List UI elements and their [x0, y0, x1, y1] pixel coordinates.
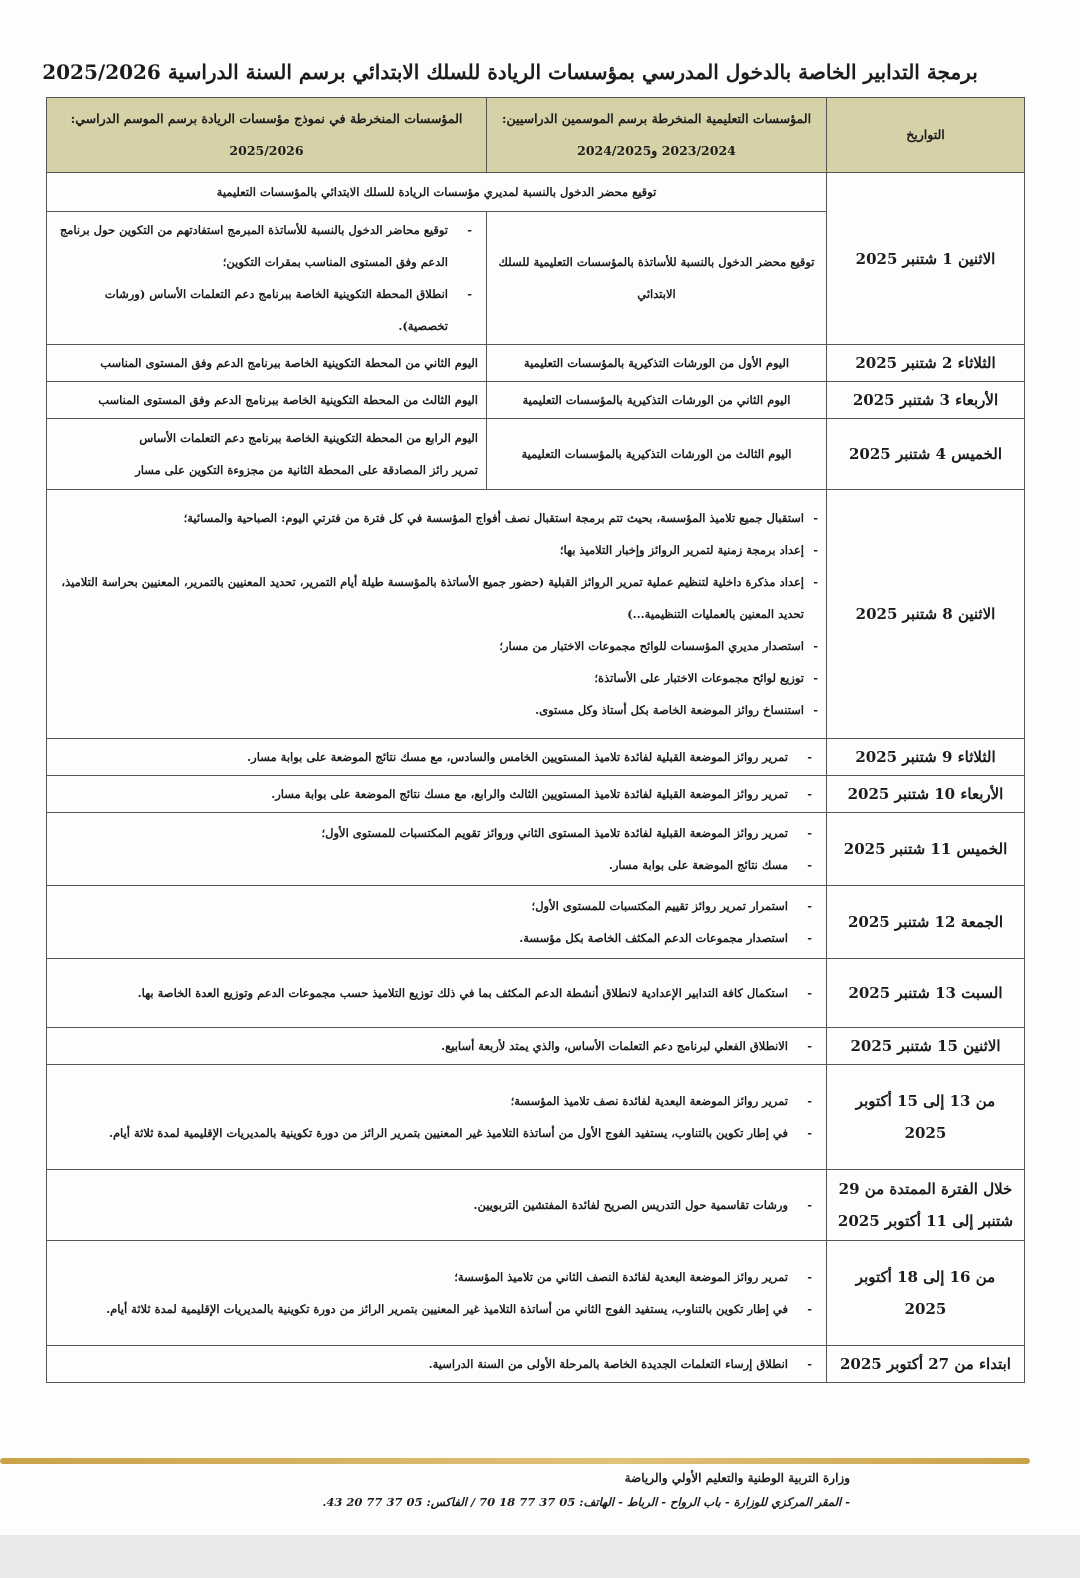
list-item: - توقيع محاضر الدخول بالنسبة للأساتذة المبرمج استفادتهم من التكوين حول برنامج الدعم وفق المستوى المناسب بمقرات التكوين؛ [55, 214, 478, 278]
list-item: - إعداد برمجة زمنية لتمرير الروائز وإخبار التلاميذ بها؛ [55, 534, 818, 566]
header-col3: المؤسسات المنخرطة في نموذج مؤسسات الريادة برسم الموسم الدراسي: 2025/2026 [47, 98, 487, 173]
list-item: - الانطلاق الفعلي لبرنامج دعم التعلمات الأساس، والذي يمتد لأربعة أسابيع. [55, 1030, 818, 1062]
date-cell: الجمعة 12 شتنبر 2025 [827, 886, 1025, 959]
table-row [47, 1028, 1025, 1065]
date-cell: الاثنين 15 شتنبر 2025 [827, 1028, 1025, 1065]
list-item: - تمرير روائز الموضعة البعدية لفائدة النصف الثاني من تلاميذ المؤسسة؛ [55, 1261, 818, 1293]
mid-cell: اليوم الثاني من الورشات التذكيرية بالمؤسسات التعليمية [487, 382, 827, 419]
list-item: - استقبال جميع تلاميذ المؤسسة، بحيث تتم برمجة استقبال نصف أفواج المؤسسة في كل فترة من فترتي اليوم: الصباحية والمسائية؛ [55, 502, 818, 534]
list-item: - تمرير روائز الموضعة البعدية لفائدة نصف تلاميذ المؤسسة؛ [55, 1085, 818, 1117]
table-row [47, 1065, 1025, 1170]
footer [322, 1466, 850, 1514]
table-row [47, 813, 1025, 886]
schedule-table [46, 97, 1025, 1383]
list-item: - استمرار تمرير روائز تقييم المكتسبات للمستوى الأول؛ [55, 890, 818, 922]
list-item: - مسك نتائج الموضعة على بوابة مسار. [55, 849, 818, 881]
list-item: - انطلاق المحطة التكوينية الخاصة ببرنامج دعم التعلمات الأساس (ورشات تخصصية). [55, 278, 478, 342]
wide-cell [47, 886, 827, 959]
date-cell: الأربعاء 3 شتنبر 2025 [827, 382, 1025, 419]
table-row [47, 739, 1025, 776]
document-title: برمجة التدابير الخاصة بالدخول المدرسي بمؤسسات الريادة للسلك الابتدائي برسم السنة الدراسية 2025/2026 [42, 60, 978, 84]
list-item: - استصدار مجموعات الدعم المكثف الخاصة بكل مؤسسة. [55, 922, 818, 954]
list-item: - إعداد مذكرة داخلية لتنظيم عملية تمرير الروائز القبلية (حضور جميع الأساتذة بالمؤسسة طيلة أيام التمرير، تحديد المعنيين بالتمرير، المعنيين بحراسة التلاميذ، تحديد المعنين بالعمليات التنظيمية...) [55, 566, 818, 630]
ministry-name: وزارة التربية الوطنية والتعليم الأولي والرياضة [624, 1471, 850, 1485]
date-cell: الاثنين 1 شتنبر 2025 [827, 173, 1025, 345]
table-header-row [47, 98, 1025, 173]
date-cell: الثلاثاء 9 شتنبر 2025 [827, 739, 1025, 776]
wide-cell [47, 1170, 827, 1241]
date-cell: الثلاثاء 2 شتنبر 2025 [827, 345, 1025, 382]
list-item: - ورشات تقاسمية حول التدريس الصريح لفائدة المفتشين التربويين. [55, 1189, 818, 1221]
table-row [47, 886, 1025, 959]
header-col2: المؤسسات التعليمية المنخرطة برسم الموسمين الدراسيين: 2023/2024 و2024/2025 [487, 98, 827, 173]
footer-divider [0, 1458, 1030, 1464]
table-row [47, 1241, 1025, 1346]
date-cell: من 13 إلى 15 أكتوبر 2025 [827, 1065, 1025, 1170]
wide-cell [47, 1065, 827, 1170]
list-item: - في إطار تكوين بالتناوب، يستفيد الفوج الأول من أساتذة التلاميذ غير المعنيين بتمرير الرائز من دورة تكوينية بالمديريات الإقليمية لمدة ثلاثة أيام. [55, 1117, 818, 1149]
mid-cell: اليوم الأول من الورشات التذكيرية بالمؤسسات التعليمية [487, 345, 827, 382]
date-cell: خلال الفترة الممتدة من 29 شتنبر إلى 11 أكتوبر 2025 [827, 1170, 1025, 1241]
wide-cell [47, 959, 827, 1028]
date-cell: ابتداء من 27 أكتوبر 2025 [827, 1346, 1025, 1383]
span-cell: توقيع محضر الدخول بالنسبة لمديري مؤسسات الريادة للسلك الابتدائي بالمؤسسات التعليمية [47, 173, 827, 212]
table-row [47, 776, 1025, 813]
list-item: - تمرير روائز الموضعة القبلية لفائدة تلاميذ المستويين الثالث والرابع، مع مسك نتائج الموضعة على بوابة مسار. [55, 778, 818, 810]
side-cell: اليوم الثالث من المحطة التكوينية الخاصة ببرنامج الدعم وفق المستوى المناسب [47, 382, 487, 419]
list-item: - تمرير روائز الموضعة القبلية لفائدة تلاميذ المستويين الخامس والسادس، مع مسك نتائج الموضعة على بوابة مسار. [55, 741, 818, 773]
mid-cell: اليوم الثالث من الورشات التذكيرية بالمؤسسات التعليمية [487, 419, 827, 490]
table-row [47, 490, 1025, 739]
wide-cell [47, 813, 827, 886]
table-row [47, 1346, 1025, 1383]
list-item: - استكمال كافة التدابير الإعدادية لانطلاق أنشطة الدعم المكثف بما في ذلك توزيع التلاميذ حسب مجموعات الدعم وتوزيع العدة الخاصة بها. [55, 977, 818, 1009]
date-cell: الخميس 11 شتنبر 2025 [827, 813, 1025, 886]
date-cell: الاثنين 8 شتنبر 2025 [827, 490, 1025, 739]
list-item: - تمرير روائز الموضعة القبلية لفائدة تلاميذ المستوى الثاني وروائز تقويم المكتسبات للمستوى الأول؛ [55, 817, 818, 849]
side-cell: اليوم الرابع من المحطة التكوينية الخاصة ببرنامج دعم التعلمات الأساس تمرير رائز المصادقة على المحطة الثانية من مجزوءة التكوين على مسار [47, 419, 487, 490]
wide-cell [47, 739, 827, 776]
wide-cell [47, 1241, 827, 1346]
table-row [47, 382, 1025, 419]
table-row [47, 1170, 1025, 1241]
wide-cell [47, 776, 827, 813]
page-bottom-shade [0, 1535, 1080, 1578]
mid-cell: توقيع محضر الدخول بالنسبة للأساتذة بالمؤسسات التعليمية للسلك الابتدائي [487, 212, 827, 345]
wide-cell [47, 490, 827, 739]
list-item: - انطلاق إرساء التعلمات الجديدة الخاصة بالمرحلة الأولى من السنة الدراسية. [55, 1348, 818, 1380]
date-cell: الخميس 4 شتنبر 2025 [827, 419, 1025, 490]
list-item: - استنساخ روائز الموضعة الخاصة بكل أستاذ وكل مستوى. [55, 694, 818, 726]
list-item: - في إطار تكوين بالتناوب، يستفيد الفوج الثاني من أساتذة التلاميذ غير المعنيين بتمرير الرائز من دورة تكوينية بالمديريات الإقليمية لمدة ثلاثة أيام. [55, 1293, 818, 1325]
table-row [47, 419, 1025, 490]
header-dates: التواريخ [827, 98, 1025, 173]
table-row [47, 959, 1025, 1028]
date-cell: السبت 13 شتنبر 2025 [827, 959, 1025, 1028]
side-cell: اليوم الثاني من المحطة التكوينية الخاصة ببرنامج الدعم وفق المستوى المناسب [47, 345, 487, 382]
list-item: - توزيع لوائح مجموعات الاختبار على الأساتذة؛ [55, 662, 818, 694]
table-row [47, 345, 1025, 382]
date-cell: الأربعاء 10 شتنبر 2025 [827, 776, 1025, 813]
ministry-address: - المقر المركزي للوزارة - باب الرواح - الرباط - الهاتف: 05 37 77 18 70 / الفاكس: 05 37 77 20 43. [322, 1495, 850, 1509]
wide-cell [47, 1346, 827, 1383]
wide-cell [47, 1028, 827, 1065]
table-row [47, 173, 1025, 212]
list-item: - استصدار مديري المؤسسات للوائح مجموعات الاختبار من مسار؛ [55, 630, 818, 662]
side-cell [47, 212, 487, 345]
date-cell: من 16 إلى 18 أكتوبر 2025 [827, 1241, 1025, 1346]
